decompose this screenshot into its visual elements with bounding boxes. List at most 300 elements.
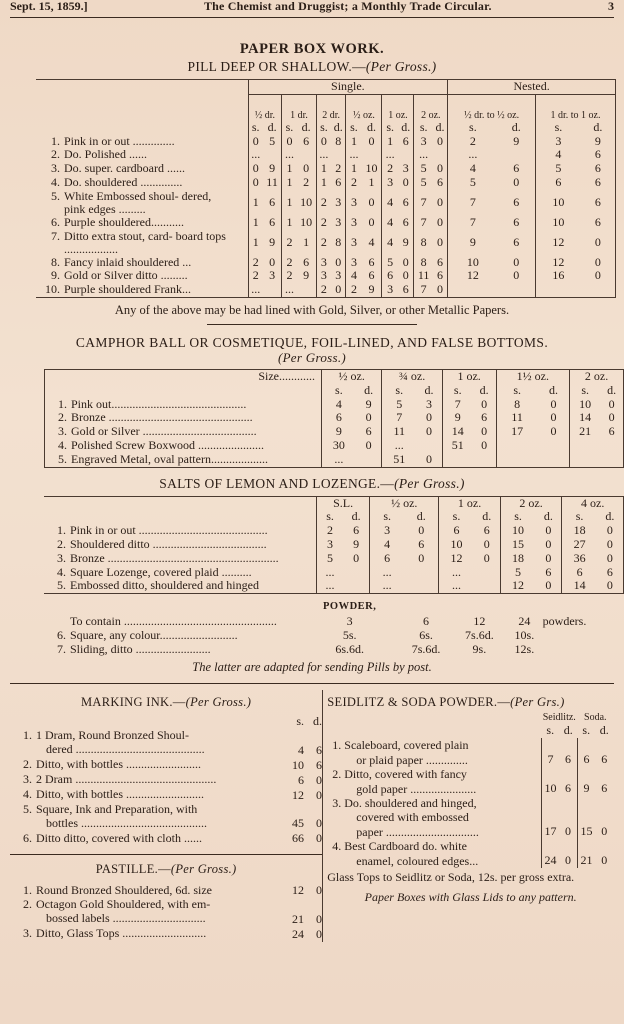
shilling-cell [442,453,473,467]
seidlitz-row [327,810,613,824]
marking-corner [10,714,282,729]
camphor-row [45,398,624,412]
shilling-cell: 4 [298,742,304,757]
camphor-size-row [45,369,624,383]
shilling-cell: 7 [414,216,433,230]
pence-cell [433,148,448,162]
row-name: To contain ................................................... [70,614,277,629]
shilling-cell: 6 [562,566,597,580]
pence-cell: 10 [300,194,313,209]
pence-cell [297,148,317,162]
row-name: Square, any colour.......................... [70,628,238,643]
shilling-cell: 5 [535,162,580,176]
pence-cell: 0 [483,536,490,551]
pastille-row-label [10,883,282,898]
shilling-cell: 12 [292,883,304,898]
pence-header: d. [435,119,445,134]
row-number: 5. [58,451,67,466]
row-number: 4. [332,839,342,854]
pence-cell [559,810,577,824]
shilling-cell: 2 [248,269,263,283]
shilling-cell: 8 [414,256,433,270]
camphor-row-label [45,453,322,467]
shilling-cell: 1 [316,162,331,176]
pence-cell: 6 [402,214,409,229]
pill-size-header: ½ dr. [248,94,282,121]
row-number: 10. [45,282,60,297]
shilling-cell: 15 [500,538,535,552]
pence-cell: 6 [594,214,601,229]
shilling-cell: 5 [317,552,344,566]
row-name: Scaleboard, covered plain [344,738,469,753]
shilling-cell: ... [448,148,498,162]
pence-cell [600,439,623,453]
pence-cell [559,767,577,781]
blank-cell [453,600,506,614]
pence-cell: 0 [316,911,322,926]
pence-cell: 0 [513,268,520,283]
pence-header: d. [351,509,361,524]
shilling-cell: 1 [382,135,398,149]
blank-cell [543,628,624,642]
shilling-cell: 12 [535,230,580,256]
row-name: enamel, coloured edges... [356,853,479,868]
salts-row [44,524,624,538]
pence-cell: 9 [303,268,310,283]
camphor-heading: CAMPHOR BALL OR COSMETIQUE, FOIL-LINED, AND FALSE BOTTOMS. [75,334,549,350]
pence-cell: 6 [335,174,342,189]
pence-cell [595,839,613,853]
pill-corner-3 [36,121,248,135]
shilling-cell [496,439,538,453]
pill-size-header: 1 oz. [382,94,414,121]
powder-sliding-label [44,642,300,656]
seidlitz-corner [327,712,541,723]
powder-price: 5s. [342,628,357,643]
marking-row [10,816,322,831]
pence-header: d. [479,382,489,397]
shilling-cell: 4 [322,398,356,412]
powder-contain-value: 12 [473,614,486,629]
pence-cell: 0 [481,424,488,439]
pence-cell [263,283,282,297]
pence-header: d. [333,119,343,134]
pence-header: d. [313,714,322,729]
pence-cell: 0 [316,787,322,802]
row-number: 3. [23,772,32,787]
header-date: Sept. 15, 1859.] [10,0,88,13]
row-name: Gold or Silver ditto ......... [64,268,188,283]
row-number: 3. [332,796,342,811]
pill-row-label [36,283,248,297]
shilling-cell: 2 [316,190,331,216]
marking-row-label [10,743,282,758]
pence-cell: 3 [402,161,409,176]
pence-cell: 0 [437,214,444,229]
shilling-header: s. [439,510,474,524]
seidlitz-row [327,839,613,853]
shilling-cell: 2 [282,230,297,256]
shilling-cell: ... [439,566,474,580]
pence-cell [595,810,613,824]
bottom-columns [10,690,614,942]
pill-row [36,148,616,162]
shilling-cell: 4 [346,269,362,283]
row-number: 1. [23,728,32,743]
pence-cell: 1 [303,234,310,249]
salts-corner-2 [44,510,317,524]
pence-cell [595,767,613,781]
pence-cell [356,453,382,467]
shilling-header: s. [562,510,597,524]
shilling-cell: 0 [248,162,263,176]
shilling-cell: 16 [535,269,580,283]
pence-header: d. [482,509,492,524]
shilling-cell: 11 [496,411,538,425]
pence-cell [404,579,439,593]
shilling-cell: 1 [248,230,263,256]
pence-cell: 6 [594,147,601,162]
camphor-per: (Per Gross.) [277,349,347,365]
row-name: Square Lozenge, covered plaid .......... [70,564,252,579]
row-name: Ditto, Glass Tops ............................ [36,926,207,941]
blank-cell [399,600,452,614]
pence-cell: 3 [335,194,342,209]
pence-cell: 6 [545,564,552,579]
shilling-cell [577,839,595,853]
pill-corner-2 [36,94,248,121]
pence-cell: 8 [335,133,342,148]
pence-cell: 0 [608,396,615,411]
row-name: Polished Screw Boxwood ...................... [71,437,264,452]
salts-corner [44,496,317,510]
pence-cell: 6 [402,194,409,209]
shilling-cell: 45 [292,816,304,831]
salts-size-header: S.L. [317,496,370,510]
row-name: covered with embossed [356,810,469,825]
pence-cell: 9 [269,161,276,176]
pence-cell: 0 [606,536,613,551]
shilling-header: s. [414,121,433,135]
shilling-cell: 5 [448,176,498,190]
pence-cell: 6 [368,254,375,269]
pence-cell: 0 [437,282,444,297]
salts-table [44,496,624,595]
pence-cell: 0 [606,550,613,565]
row-number: 2. [51,147,60,162]
pence-cell: 6 [565,752,572,767]
pence-cell: 0 [483,550,490,565]
row-name: Do. shouldered and hinged, [344,796,477,811]
pence-cell: 0 [425,451,432,466]
pence-cell: 9 [353,536,360,551]
row-number: 2. [57,536,66,551]
powder-contain-value: 3 [346,614,353,629]
pence-cell: 6 [269,194,276,209]
shilling-header: s. [296,714,304,729]
row-name: Do. shouldered .............. [64,174,183,189]
pence-cell: 0 [353,550,360,565]
pill-size-header: 1 dr. [282,94,316,121]
pill-row [36,162,616,176]
header-rule [10,17,614,18]
shilling-cell: ... [317,566,344,580]
shilling-cell [570,439,601,453]
shilling-cell [541,839,559,853]
pence-cell: 5 [269,133,276,148]
shilling-cell: 1 [316,176,331,190]
pence-cell: 0 [335,282,342,297]
shilling-cell: 1 [248,190,263,216]
salts-row [44,579,624,593]
shilling-cell: 5 [414,162,433,176]
pence-cell: 9 [513,133,520,148]
row-number: 1. [23,882,32,897]
row-name: or plaid paper .............. [356,752,468,767]
shilling-header: s. [535,121,580,135]
divider [10,683,614,684]
pence-cell: 2 [303,174,310,189]
shilling-cell: ... [382,439,416,453]
seidlitz-note-italic: Paper Boxes with Glass Lids to any pattern. [364,890,577,905]
powder-label-row [44,600,624,614]
pence-cell: 0 [418,523,425,538]
pence-cell: 0 [545,536,552,551]
seidlitz-row-label [327,796,541,810]
pence-cell: 6 [565,781,572,796]
shilling-cell: 51 [442,439,473,453]
pence-cell [595,796,613,810]
pill-row-label [36,269,248,283]
pence-cell [559,738,577,752]
pence-cell: 6 [481,410,488,425]
marking-row [10,831,322,846]
shilling-cell: 4 [535,148,580,162]
shilling-cell: 10 [541,781,559,796]
camphor-row-label [45,425,322,439]
shilling-cell: 10 [535,216,580,230]
pence-cell: 0 [269,254,276,269]
shilling-cell: 3 [535,135,580,149]
pence-cell: 0 [365,437,372,452]
pill-group-row [36,80,616,95]
powder-square-row [44,628,624,642]
pence-cell: 0 [365,410,372,425]
seidlitz-row-label [327,752,541,767]
pence-cell: 0 [608,410,615,425]
shilling-cell: 7 [414,190,433,216]
pence-cell: 6 [316,742,322,757]
seidlitz-row-label [327,767,541,781]
shilling-cell: 1 [282,216,297,230]
pence-cell: 0 [565,824,572,839]
shilling-cell: 4 [448,162,498,176]
shilling-cell [570,453,601,467]
blank-cell [506,600,543,614]
shilling-cell: 10 [448,256,498,270]
shilling-cell [535,283,580,297]
row-name: Pink in or out ........................................... [70,523,268,538]
shilling-cell: 17 [496,425,538,439]
shilling-cell: 7 [442,398,473,412]
shilling-cell: 36 [562,552,597,566]
shilling-cell: 7 [541,752,559,767]
marking-row [10,729,322,743]
row-number: 1. [58,396,67,411]
seidlitz-corner-2 [327,723,541,738]
shilling-header: s. [496,384,538,398]
row-number: 5. [57,578,66,593]
powder-unit: powders. [542,614,587,629]
marking-row-label [10,831,282,846]
row-name: Best Cardboard do. white [344,839,467,854]
shilling-cell: 3 [382,176,398,190]
shilling-header: s. [570,384,601,398]
seidlitz-row-label [327,824,541,839]
pence-cell: 9 [402,234,409,249]
salts-heading: SALTS OF LEMON AND LOZENGE.—(Per Gross.) [159,475,465,491]
seidlitz-row [327,738,613,752]
pence-cell [304,803,322,817]
shilling-cell [577,767,595,781]
camphor-row [45,411,624,425]
pence-cell: 0 [545,550,552,565]
pence-header: d. [599,723,609,738]
salts-row [44,552,624,566]
pill-row-label [36,256,248,270]
pence-cell: 9 [594,133,601,148]
marking-row [10,788,322,803]
pence-cell: 0 [565,853,572,868]
powder-contain-value: 6 [423,614,430,629]
row-number: 4. [57,564,66,579]
pill-row-label [36,216,248,230]
pastille-table [10,883,322,942]
shilling-cell: 17 [541,824,559,839]
shilling-cell [282,898,304,912]
pence-cell: 9 [269,234,276,249]
pence-cell: 0 [402,254,409,269]
pence-header: d. [605,509,615,524]
pence-header: d. [301,119,311,134]
pence-cell: 8 [335,234,342,249]
salts-size-row [44,496,624,510]
seidlitz-row-label [327,810,541,824]
shilling-header: s. [500,510,535,524]
shilling-header: s. [346,121,362,135]
camphor-size-label: Size............ [258,368,315,383]
blank-cell [543,600,624,614]
shilling-cell: 6 [439,524,474,538]
powder-label: POWDER, [322,601,377,613]
pence-cell: 6 [353,523,360,538]
pastille-row-label [10,912,282,927]
shilling-cell: 14 [570,411,601,425]
pence-header: d. [563,723,573,738]
row-name: 1 Dram, Round Bronzed Shoul- [36,728,189,743]
pence-header: d. [593,119,603,134]
shilling-cell: 2 [448,135,498,149]
shilling-cell [496,453,538,467]
pence-cell [416,439,442,453]
row-name: Shouldered ditto ...................................... [70,536,267,551]
pill-row-label [36,190,248,216]
salts-row-label [44,566,317,580]
pill-size-row [36,94,616,121]
shilling-cell: 3 [316,269,331,283]
pastille-row [10,912,322,927]
row-name: bottles .......................................... [46,815,207,830]
pence-cell: 0 [316,816,322,831]
shilling-header: s. [248,121,263,135]
seidlitz-heading: SEIDLITZ & SODA POWDER.—(Per Grs.) [327,695,565,710]
shilling-cell: 12 [500,579,535,593]
pence-cell: 6 [437,268,444,283]
pence-cell: 0 [368,194,375,209]
pence-cell: 6 [601,752,608,767]
shilling-cell: 30 [322,439,356,453]
shilling-cell: 10 [570,398,601,412]
pence-cell: 0 [437,133,444,148]
shilling-cell: 3 [346,190,362,216]
shilling-cell [541,738,559,752]
pence-header: d. [548,382,558,397]
powder-contain-value: 24 [518,614,531,629]
pence-cell: 6 [513,194,520,209]
shilling-cell: 66 [292,831,304,846]
row-number: 2. [23,897,32,912]
shilling-cell: 5 [382,398,416,412]
row-name: Fancy inlaid shouldered ... [64,254,192,269]
row-name: Ditto, with bottles ......................... [36,757,201,772]
shilling-header: s. [282,121,297,135]
row-number: 3. [23,926,32,941]
camphor-row [45,425,624,439]
camphor-table [44,369,624,468]
shilling-cell: 4 [382,216,398,230]
powder-price: 7s.6d. [411,642,441,657]
row-name: Ditto extra stout, card- board tops .................. [64,228,226,256]
shilling-cell: 10 [439,538,474,552]
camphor-size-header: 2 oz. [570,369,624,383]
shilling-cell: 2 [346,176,362,190]
salts-row-label [44,579,317,593]
seidlitz-table [327,712,613,868]
pill-note: Any of the above may be had lined with Gold, Silver, or other Metallic Papers. [114,302,510,317]
shilling-cell: 8 [496,398,538,412]
salts-row-label [44,538,317,552]
shilling-cell: 1 [346,135,362,149]
pence-cell: 4 [368,234,375,249]
powder-square-label [44,628,300,642]
seidlitz-row [327,752,613,767]
row-name: 2 Dram ............................................... [36,772,217,787]
pence-cell: 0 [606,578,613,593]
seidlitz-sd-row [327,723,613,738]
pence-cell: 0 [545,523,552,538]
pence-cell [304,898,322,912]
pence-cell: 6 [437,254,444,269]
row-number: 1. [51,133,60,148]
divider [10,854,322,855]
pence-cell [304,729,322,743]
pence-header: d. [424,382,434,397]
powder-price: 12s. [514,642,535,657]
marking-table [10,714,322,846]
shilling-cell: ... [414,148,433,162]
shilling-cell: 2 [282,256,297,270]
camphor-size-header: ¾ oz. [382,369,442,383]
